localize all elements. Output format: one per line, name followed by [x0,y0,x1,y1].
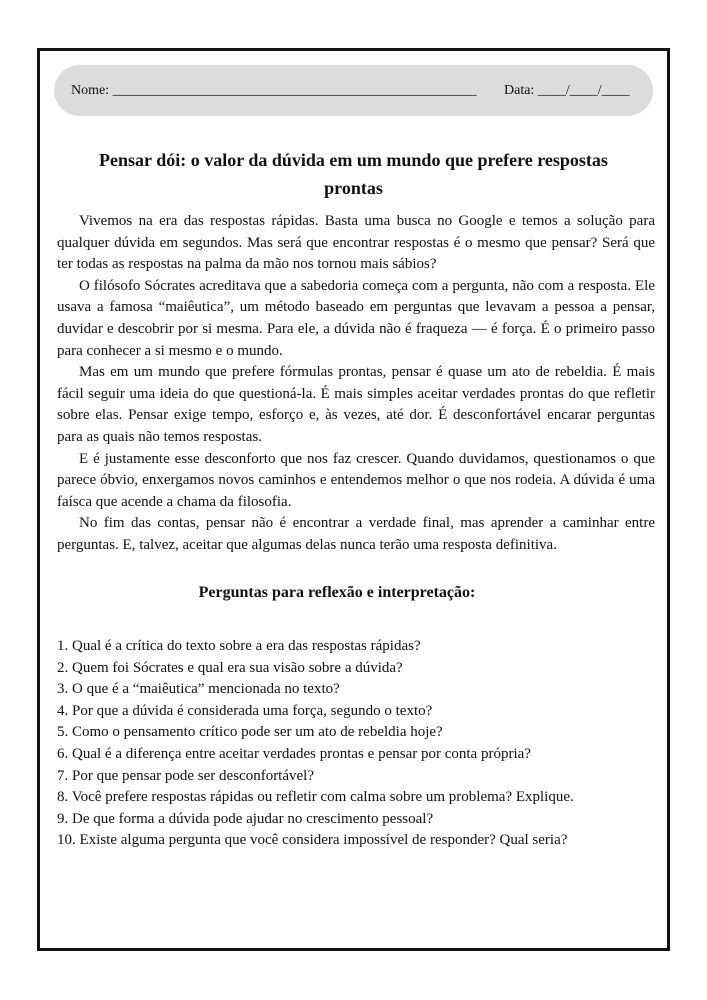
question-item: 6. Qual é a diferença entre aceitar verdades prontas e pensar por conta própria? [57,745,531,762]
article-body [57,211,655,557]
question-item: 5. Como o pensamento crítico pode ser um ato de rebeldia hoje? [57,724,443,741]
question-item: 9. De que forma a dúvida pode ajudar no crescimento pessoal? [57,810,434,827]
question-item: 10. Existe alguma pergunta que você considera impossível de responder? Qual seria? [57,832,568,849]
name-field[interactable]: Nome: ____________________________________________________ [71,83,477,98]
question-item: 4. Por que a dúvida é considerada uma força, segundo o texto? [57,702,433,719]
date-field[interactable]: Data: ____/____/____ [504,83,630,98]
question-item: 2. Quem foi Sócrates e qual era sua visão sobre a dúvida? [57,659,403,676]
paragraph: E é justamente esse desconforto que nos faz crescer. Quando duvidamos, questionamos o que parece óbvio, enxergamos novos caminhos e entendemos melhor o que nos rodeia. A dúvida é uma faísca que acende a chama da filosofia. [57,450,655,510]
paragraph: Vivemos na era das respostas rápidas. Basta uma busca no Google e temos a solução para qualquer dúvida em segundos. Mas será que encontrar respostas é o mesmo que pensar? Será que ter todas as respostas na palma da mão nos tornou mais sábios? [57,213,655,273]
question-item: 1. Qual é a crítica do texto sobre a era das respostas rápidas? [57,638,421,654]
question-item: 8. Você prefere respostas rápidas ou refletir com calma sobre um problema? Explique. [57,789,574,806]
page-title: Pensar dói: o valor da dúvida em um mundo que prefere respostas prontas [99,150,608,198]
paragraph: Mas em um mundo que prefere fórmulas prontas, pensar é quase um ato de rebeldia. É mais fácil seguir uma ideia do que questioná-la. É mais simples aceitar verdades prontas do que refletir sobre elas. Pensar exige tempo, esforço e, às vezes, até dor. É desconfortável encarar perguntas para as quais não temos respostas. [57,364,655,445]
question-item: 7. Por que pensar pode ser desconfortável? [57,767,314,784]
paragraph: No fim das contas, pensar não é encontrar a verdade final, mas aprender a caminhar entre perguntas. E, talvez, aceitar que algumas delas nunca terão uma resposta definitiva. [57,515,655,553]
paragraph: O filósofo Sócrates acreditava que a sabedoria começa com a pergunta, não com a resposta. Ele usava a famosa “maiêutica”, um método baseado em perguntas que levavam a pessoa a pensar, duvidar e descobrir por si mesma. Para ele, a dúvida não é fraqueza — é força. É o primeiro passo para conhecer a si mesmo e o mundo. [57,277,655,359]
questions-heading: Perguntas para reflexão e interpretação: [198,584,476,601]
name-date-header [54,65,653,116]
question-item: 3. O que é a “maiêutica” mencionada no texto? [57,681,340,698]
questions-list [57,636,657,852]
